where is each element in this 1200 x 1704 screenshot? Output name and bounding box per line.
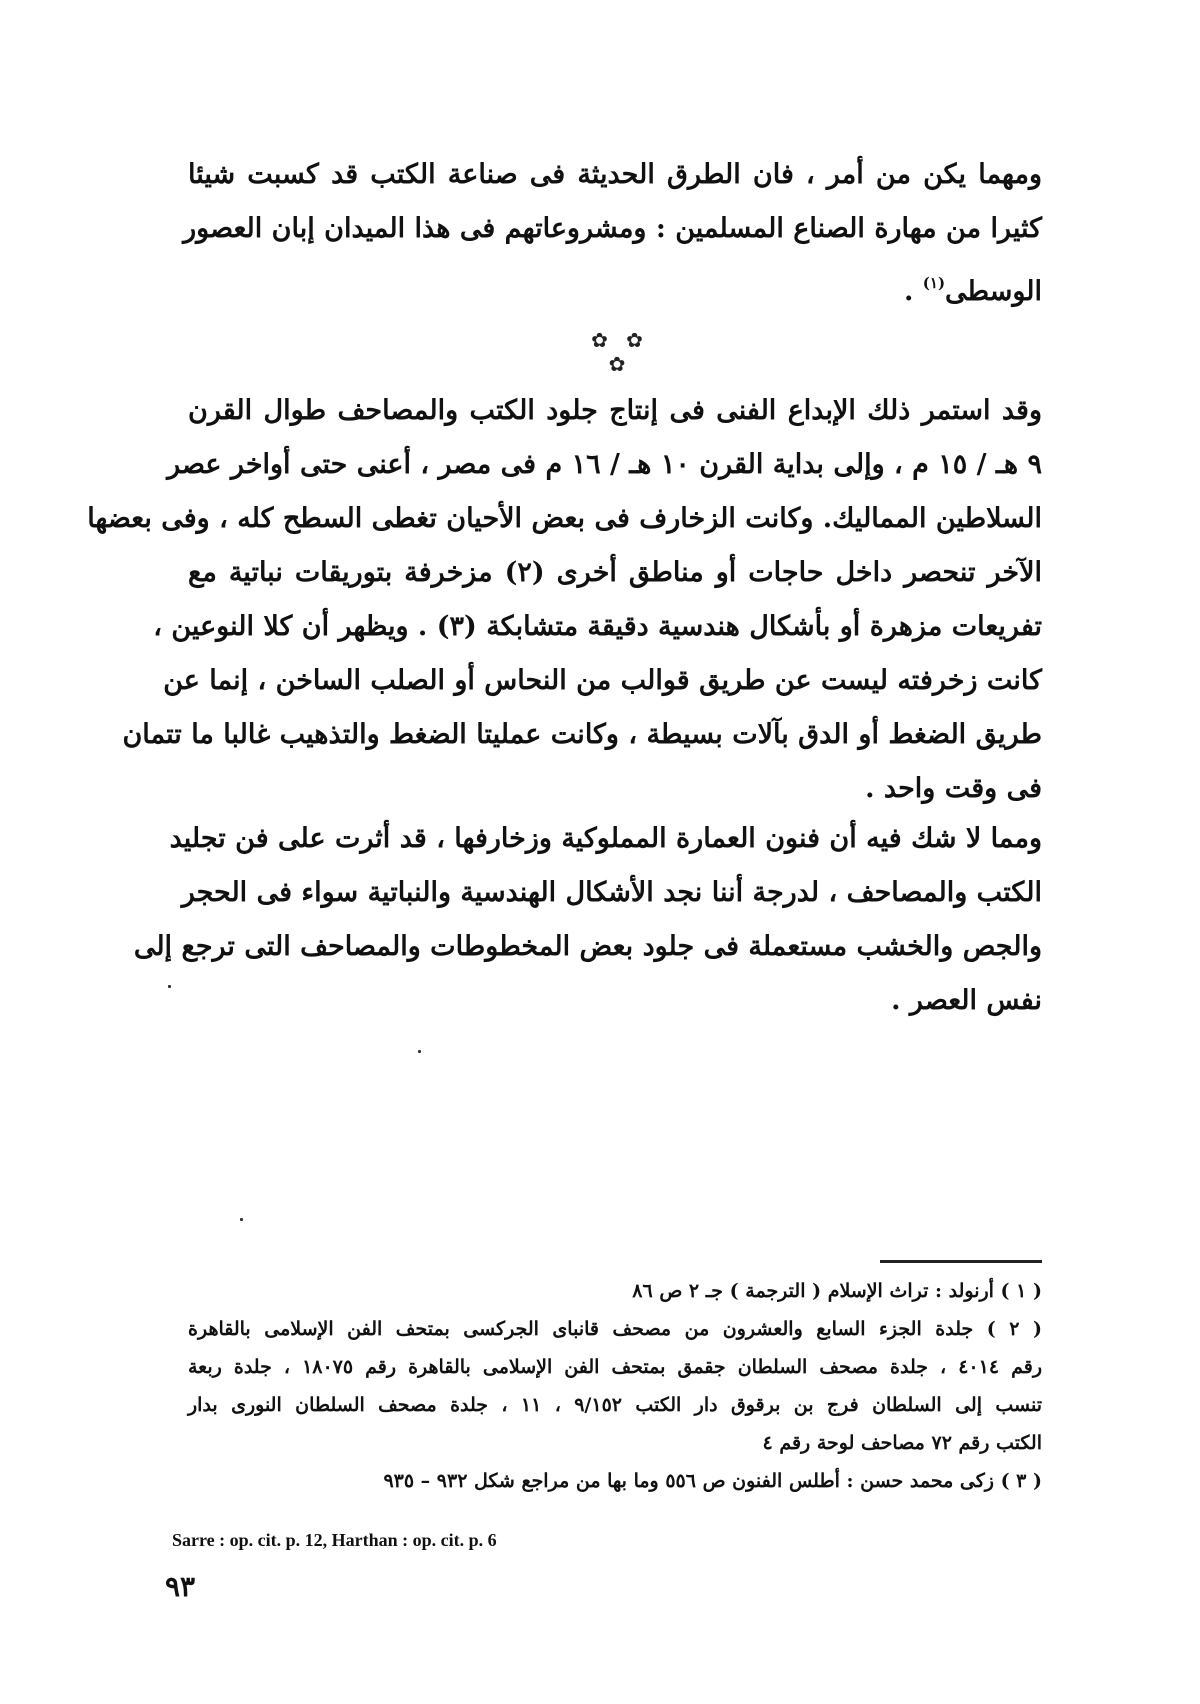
paragraph-line: نفس العصر .	[891, 985, 1042, 1016]
paragraph-line: ومما لا شك فيه أن فنون العمارة المملوكية وزخارفها ، قد أثرت على فن تجليد	[169, 823, 1042, 854]
paragraph-line: طريق الضغط أو الدق بآلات بسيطة ، وكانت عمليتا الضغط والتذهيب غالبا ما تتمان	[122, 719, 1042, 750]
paragraph-text: الوسطى	[945, 276, 1042, 307]
paragraph-line: الآخر تنحصر داخل حاجات أو مناطق أخرى (٢) مزخرفة بتوريقات نباتية مع	[188, 557, 1042, 588]
paragraph-line: ومهما يكن من أمر ، فان الطرق الحديثة فى صناعة الكتب قد كسبت شيئا	[188, 159, 1042, 190]
page-number: ٩٣	[165, 1570, 196, 1603]
paragraph-line: تفريعات مزهرة أو بأشكال هندسية دقيقة متشابكة (٣) . ويظهر أن كلا النوعين ،	[153, 611, 1042, 642]
footnotes	[188, 1272, 1042, 1500]
scan-speck	[168, 985, 171, 988]
paragraph-line: فى وقت واحد .	[865, 773, 1042, 804]
paragraph-3	[133, 812, 1042, 1028]
scan-speck	[418, 1050, 421, 1053]
paragraph-line: كثيرا من مهارة الصناع المسلمين : ومشروعاتهم فى هذا الميدان إبان العصور	[183, 213, 1042, 244]
paragraph-line	[188, 256, 1042, 310]
footnote-ref-1: (١)	[922, 274, 946, 292]
period: .	[903, 276, 914, 307]
scan-speck	[240, 1218, 243, 1221]
paragraph-2	[87, 384, 1042, 816]
footnote-2-line: رقم ٤٠١٤ ، جلدة مصحف السلطان جقمق بمتحف الفن الإسلامى بالقاهرة رقم ١٨٠٧٥ ، جلدة ربعة	[188, 1356, 1042, 1378]
paragraph-line: ٩ هـ / ١٥ م ، وإلى بداية القرن ١٠ هـ / ١٦ م فى مصر ، أعنى حتى أواخر عصر	[167, 449, 1042, 480]
paragraph-line: كانت زخرفته ليست عن طريق قوالب من النحاس أو الصلب الساخن ، إنما عن	[163, 665, 1042, 696]
footnote-1: ( ١ ) أرنولد : تراث الإسلام ( الترجمة ) جـ ٢ ص ٨٦	[632, 1280, 1042, 1302]
paragraph-line: وقد استمر ذلك الإبداع الفنى فى إنتاج جلود الكتب والمصاحف طوال القرن	[188, 395, 1042, 426]
paragraph-line: الكتب والمصاحف ، لدرجة أننا نجد الأشكال الهندسية والنباتية سواء فى الحجر	[181, 877, 1042, 908]
footnote-3: ( ٣ ) زكى محمد حسن : أطلس الفنون ص ٥٥٦ وما بها من مراجع شكل ٩٣٢ – ٩٣٥	[383, 1470, 1042, 1492]
footnote-2-line: الكتب رقم ٧٢ مصاحف لوحة رقم ٤	[762, 1432, 1042, 1454]
footnote-2-line: تنسب إلى السلطان فرج بن برقوق دار الكتب ٩/١٥٢ ، ١١ ، جلدة مصحف السلطان النورى بدار	[188, 1394, 1042, 1416]
paragraph-line: والجص والخشب مستعملة فى جلود بعض المخطوطات والمصاحف التى ترجع إلى	[133, 931, 1042, 962]
paragraph-line: السلاطين المماليك. وكانت الزخارف فى بعض الأحيان تغطى السطح كله ، وفى بعضها	[87, 503, 1042, 534]
latin-reference: Sarre : op. cit. p. 12, Harthan : op. cit. p. 6	[172, 1530, 497, 1550]
section-ornament-icon: ✿ ✿ ✿	[591, 328, 649, 376]
paragraph-1	[183, 148, 1042, 310]
footnote-2-line: ( ٢ ) جلدة الجزء السابع والعشرون من مصحف قانباى الجركسى بمتحف الفن الإسلامى بالقاهرة	[188, 1318, 1042, 1340]
footnote-divider	[880, 1260, 1042, 1263]
